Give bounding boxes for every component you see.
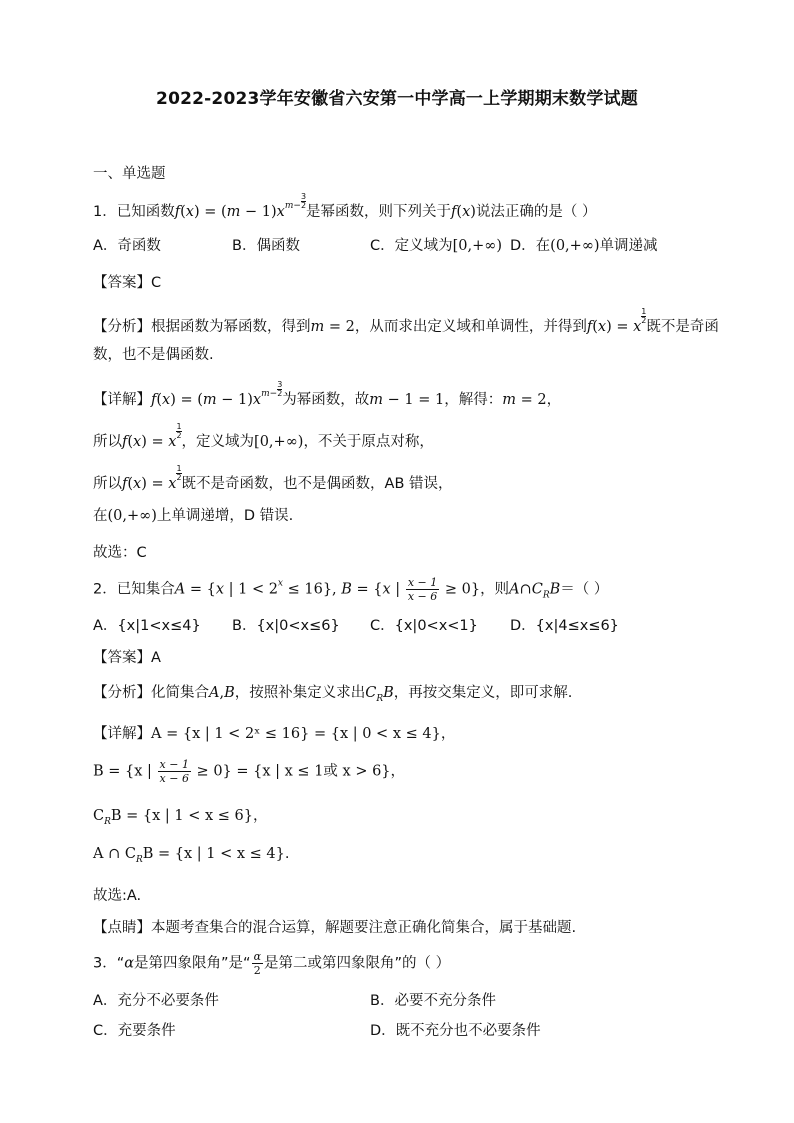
q2-detail-set-b: B = {x | $\frac{x - 1}{x - 6}$ ≥ 0} = {x | x ≤ 1或 x > 6}，	[93, 758, 406, 785]
q2-analysis: 【分析】化简集合A,B，按照补集定义求出$C_RB$，再按交集定义，即可求解.	[93, 685, 573, 704]
q2-detail: 【详解】A = {x | 1 < 2ˣ ≤ 16} = {x | 0 < x ≤ 4}，	[93, 726, 456, 742]
q3-option-d[interactable]: D．既不充分也不必要条件	[370, 1023, 541, 1039]
q2-option-d[interactable]: D．{x|4≤x≤6}	[510, 618, 619, 634]
q2-comment: 【点睛】本题考查集合的混合运算，解题要注意正确化简集合，属于基础题.	[93, 920, 577, 936]
q1-analysis-continued: 数，也不是偶函数.	[93, 347, 214, 363]
q1-step-3: 在(0,+∞)上单调递增，D 错误.	[93, 508, 294, 524]
q1-option-a[interactable]: A．奇函数	[93, 238, 161, 254]
question-3-stem: 3．“α是第四象限角”是“ $\frac{\alpha}{2}$ 是第二或第四象限角”的（ ）	[93, 950, 451, 977]
q2-detail-intersection: A ∩ $C_RB = \{x$ | 1 < x ≤ 4}.	[93, 846, 290, 865]
q1-option-d[interactable]: D．在(0,+∞)单调递减	[510, 238, 658, 254]
q2-option-c[interactable]: C．{x|0<x<1}	[370, 618, 478, 634]
q1-answer: 【答案】C	[93, 275, 162, 291]
q1-detail: 【详解】$f(x) = (m - 1)x^{m- \frac{3}{2}}$ 为幂函数，故m − 1 = 1，解得：m = 2，	[93, 380, 562, 408]
q1-option-b[interactable]: B．偶函数	[232, 238, 300, 254]
q1-option-c[interactable]: C．定义域为[0,+∞)	[370, 238, 503, 254]
q2-option-a[interactable]: A．{x|1<x≤4}	[93, 618, 201, 634]
q2-conclusion: 故选:A.	[93, 888, 142, 904]
page-title: 2022-2023学年安徽省六安第一中学高一上学期期末数学试题	[156, 89, 638, 109]
q3-option-b[interactable]: B．必要不充分条件	[370, 993, 496, 1009]
section-heading: 一、单选题	[93, 166, 166, 182]
q1-step-1: 所以f(x) = x $^{\frac{1}{2}}$ ，定义域为[0,+∞)，不关于原点对称，	[93, 422, 434, 450]
q1-step-2: 所以f(x) = x $^{\frac{1}{2}}$ 既不是奇函数，也不是偶函数，AB 错误，	[93, 464, 453, 492]
q2-answer: 【答案】A	[93, 650, 161, 666]
question-1-stem: 1．已知函数$f(x) = (m - 1)x^{m- \frac{3}{2}}$ 是幂函数，则下列关于f(x)说法正确的是（ ）	[93, 192, 597, 220]
q2-detail-complement: $C_RB = \{x$ | 1 < x ≤ 6}，	[93, 808, 268, 827]
q3-option-a[interactable]: A．充分不必要条件	[93, 993, 219, 1009]
q1-conclusion: 故选：C	[93, 545, 147, 561]
q1-analysis: 【分析】根据函数为幂函数，得到m = 2，从而求出定义域和单调性，并得到f(x) = x $^{\frac{1}{2}}$ 既不是奇函	[93, 307, 719, 335]
question-2-stem: 2．已知集合A = {x | $1 < 2^x \le 16$}, B = {x | $\frac{x - 1}{x - 6}$ ≥ 0}，则$A\cap C_RB=$（ ）	[93, 576, 609, 603]
q3-option-c[interactable]: C．充要条件	[93, 1023, 176, 1039]
q2-option-b[interactable]: B．{x|0<x≤6}	[232, 618, 340, 634]
